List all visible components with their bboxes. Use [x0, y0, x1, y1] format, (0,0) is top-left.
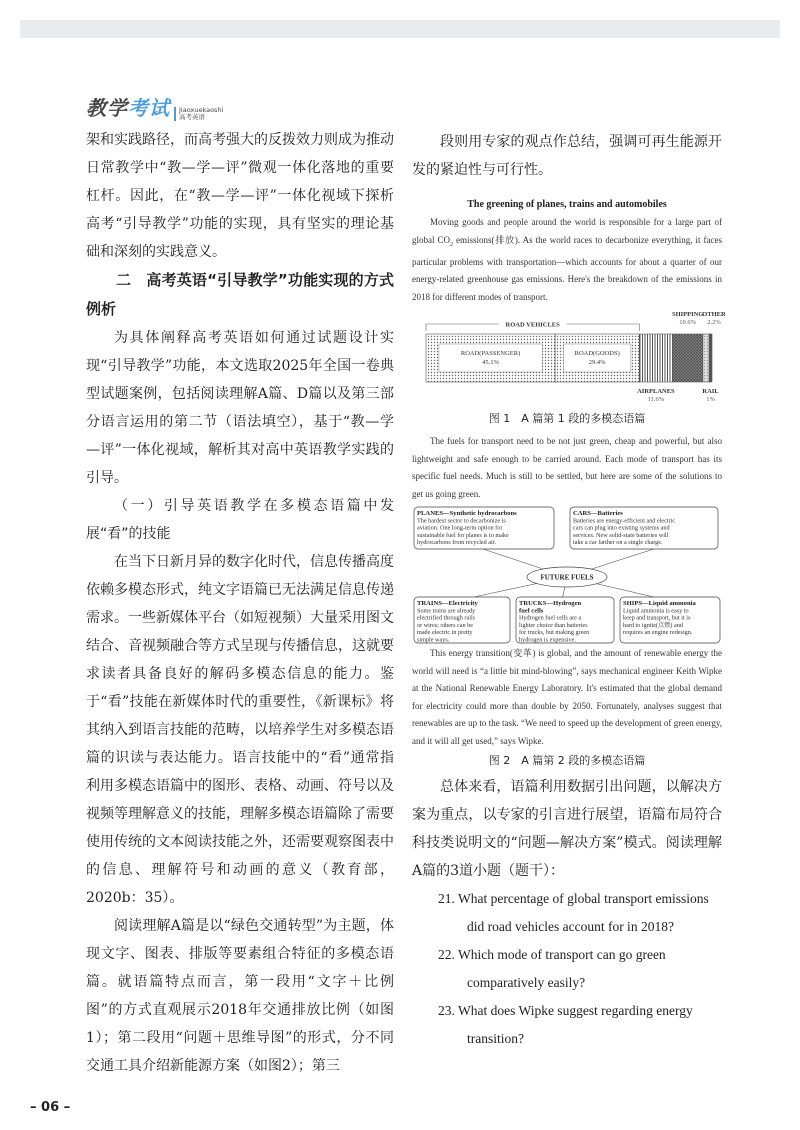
center-label: FUTURE FUELS — [540, 573, 594, 582]
trains-text: Some trains are already — [417, 607, 476, 615]
paragraph: 在当下日新月异的数字化时代，信息传播高度依赖多模态形式，纯文字语篇已无法满足信息传递需求。一些新媒体平台（如短视频）大量采用图文结合、音视频融合等方式呈现与传播信息，这就要求读者具备良好的解码多模态信息的能力。鉴于“看”技能在新媒体时代的重要性，《新课标》将其纳入到语言技能的范畴，以培养学生对多模态语篇的识读与表达能力。语言技能中的“看”通常指利用多模态语篇中的图形、表格、动画、符号以及视频等理解意义的技能，理解多模态语篇除了需要使用传统的文本阅读技能之外，还需要观察图表中的信息、理解符号和动画的意义（教育部，2020b：35）。 — [86, 554, 394, 906]
planes-title: PLANES—Synthetic hydrocarbons — [417, 510, 517, 518]
trucks-text: for trucks, but making green — [519, 629, 590, 637]
page-number: – 06 – — [30, 1100, 71, 1115]
cars-text: take a car farther on a single charge. — [573, 539, 663, 547]
trains-text: or wires; others can be — [417, 622, 474, 630]
ships-text: requires an engine redesign. — [623, 629, 693, 637]
passage-title: The greening of planes, trains and automobiles — [467, 199, 667, 210]
category-label: SHIPPING — [671, 311, 704, 319]
emissions-chart — [412, 308, 726, 408]
bar-label-box — [564, 344, 631, 372]
journal-subtitle: Jiaoxuekaoshi 高考英语 — [174, 107, 223, 121]
bar-shipping — [672, 334, 702, 382]
bar-rail — [709, 334, 712, 382]
left-column — [86, 126, 394, 1080]
ships-text: Liquid ammonia is easy to — [623, 607, 689, 615]
trains-text: electrified through rails — [417, 614, 476, 622]
trains-text: simple ways. — [417, 636, 450, 644]
trains-title: TRAINS—Electricity — [417, 600, 478, 608]
question-item: 21. What percentage of global transport emissions did road vehicles account for in 2018? — [438, 891, 709, 935]
cars-text: services. New solid-state batteries will — [573, 532, 669, 540]
category-label: ROAD(GOODS) — [574, 350, 620, 358]
paragraph: 阅读理解A篇是以“绿色交通转型”为主题，体现文字、图表、排版等要素组合特征的多模态语篇。就语篇特点而言，第一段用“文字＋比例图”的方式直观展示2018年交通排放比例（如图1）；第二段用“问题＋思维导图”的形式，分不同交通工具介绍新能源方案（如图2）；第三 — [86, 918, 394, 1074]
question-list — [412, 885, 722, 1053]
trucks-text: Hydrogen fuel cells are a — [519, 614, 582, 622]
value-label: 45.1% — [482, 359, 499, 367]
planes-text: sustainable fuel for planes is to make — [417, 532, 509, 540]
category-label: OTHER — [702, 311, 726, 319]
value-label: 29.4% — [588, 359, 606, 367]
ships-text: keep and transport, but it is — [623, 614, 691, 622]
journal-header — [86, 92, 223, 121]
trucks-text: hydrogen is expensive. — [519, 636, 576, 644]
figure-1 — [412, 196, 726, 427]
ships-title: SHIPS—Liquid ammonia — [623, 600, 696, 608]
planes-text: aviation. One long-term option for — [417, 524, 503, 532]
passage-paragraph: Moving goods and people around the world is responsible for a large part of global $CO_2$ emissions(排放). As the world races to decarbonize everything, it faces particular problems with transportation—which accounts for about a quarter of our energy-related greenhouse gas emissions. Here's the breakdown of the emissions in 2018 for different modes of transport. — [412, 217, 723, 302]
group-label: ROAD VEHICLES — [505, 321, 560, 329]
cars-text: cars can plug into existing systems and — [573, 524, 670, 532]
value-label: 11.6% — [647, 396, 665, 404]
category-label: AIRPLANES — [637, 388, 675, 396]
ships-text: hard to ignite(点燃) and — [623, 622, 683, 630]
paragraph: 总体来看，语篇利用数据引出问题，以解决方案为重点，以专家的引言进行展望，语篇布局符合科技类说明文的“问题—解决方案”模式。阅读理解A篇的3道小题（题干）： — [412, 779, 722, 880]
question-item: 22. Which mode of transport can go green comparatively easily? — [438, 947, 666, 991]
passage-paragraph: The fuels for transport need to be not just green, cheap and powerful, but also lightweight and safe enough to be carried around. Each mode of transport has its specific fuel needs. Much is still to be settled, but here are some of the solutions to get us going green. — [412, 436, 722, 499]
planes-text: hydrocarbons from recycled air. — [417, 539, 497, 547]
bar-airplanes — [639, 334, 672, 382]
future-fuels-mindmap — [412, 505, 722, 645]
question-item: 23. What does Wipke suggest regarding energy transition? — [438, 1003, 693, 1047]
trucks-title: fuel cells — [519, 607, 544, 615]
category-label: RAIL — [702, 388, 719, 396]
passage-paragraph: This energy transition(变革) is global, and the amount of renewable energy the world will need is “a little bit mind-blowing”, says mechanical engineer Keith Wipke at the National Renewable Energy Laboratory. It's estimated that the global demand for electricity could more than double by 2050. Fortunately, analyses suggest that renewables are up to the task. “We need to speed up the development of green energy, and it will all get used,” says Wipke. — [412, 648, 722, 746]
value-label: 1% — [706, 396, 715, 404]
paragraph: 段则用专家的观点作总结，强调可再生能源开发的紧迫性与可行性。 — [412, 134, 722, 178]
figure-caption: 图 2 A 篇第 2 段的多模态语篇 — [488, 754, 646, 768]
trains-text: made electric in pretty — [417, 629, 473, 637]
bar-other — [703, 334, 709, 382]
paragraph: 架和实践路径，而高考强大的反拨效力则成为推动日常教学中“教—学—评”微观一体化落地的重要杠杆。因此，在“教—学—评”一体化视域下探析高考“引导教学”功能的实现，具有坚实的理论基础和深刻的实践意义。 — [86, 132, 394, 260]
subsection-heading: （一）引导英语教学在多模态语篇中发展“看”的技能 — [86, 498, 394, 542]
figure-caption: 图 1 A 篇第 1 段的多模态语篇 — [488, 412, 646, 426]
value-label: 10.6% — [679, 319, 697, 327]
planes-text: The hardest sector to decarbonize is — [417, 517, 506, 525]
category-label: ROAD(PASSENGER) — [460, 350, 521, 358]
bar-label-box — [439, 344, 542, 372]
value-label: 2.2% — [707, 319, 721, 327]
trucks-text: lighter choice than batteries — [519, 622, 588, 630]
cars-text: Batteries are energy-efficient and electric — [573, 517, 676, 525]
right-column — [412, 128, 726, 1053]
section-heading: 二 高考英语“引导教学”功能实现的方式例析 — [86, 271, 394, 318]
paragraph: 为具体阐释高考英语如何通过试题设计实现“引导教学”功能，本文选取2025年全国一卷典型试题案例，包括阅读理解A篇、D篇以及第三部分语言运用的第二节（语法填空），基于“教—学—评”一体化视域，解析其对高中英语教学实践的引导。 — [86, 330, 394, 486]
cars-title: CARS—Batteries — [573, 510, 623, 518]
top-band — [20, 20, 780, 38]
trucks-title: TRUCKS—Hydrogen — [519, 600, 582, 608]
journal-logo: 教学考试 — [86, 96, 170, 120]
